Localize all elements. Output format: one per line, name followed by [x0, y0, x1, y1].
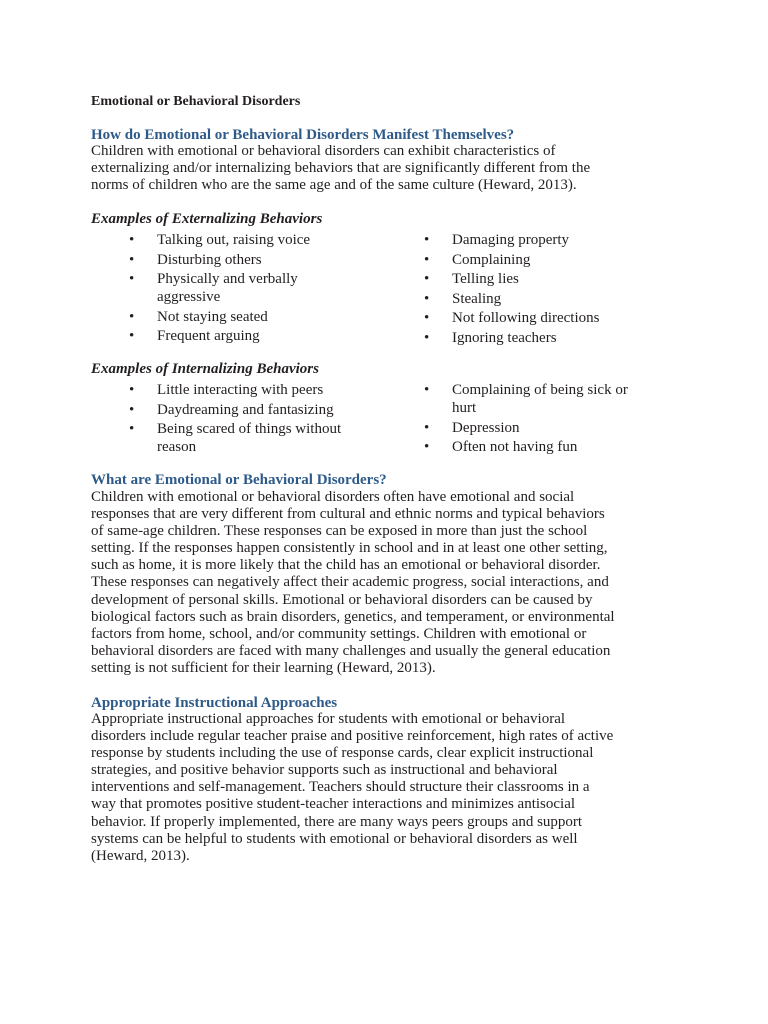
approaches-paragraph [91, 711, 691, 865]
paragraph-line: Children with emotional or behavioral disorders often have emotional and social [91, 489, 575, 505]
paragraph-line: externalizing and/or internalizing behaviors that are significantly different from the [91, 160, 591, 177]
list-item: • Disturbing others [129, 251, 347, 269]
list-item: • Complaining [424, 251, 652, 269]
paragraph-line: behavioral disorders are faced with many challenges and usually the general education [91, 642, 611, 659]
list-item: • Talking out, raising voice [129, 231, 347, 249]
list-item: • Frequent arguing [129, 327, 347, 345]
paragraph-line: factors from home, school, and/or community settings. Children with emotional or [91, 625, 587, 642]
list-item: • Telling lies [424, 270, 652, 288]
externalizing-list-right [424, 231, 652, 349]
paragraph-line: biological factors such as brain disorders, genetics, and temperament, or environmental [91, 608, 615, 625]
list-item: • Stealing [424, 290, 652, 308]
paragraph-line: response by students including the use of response cards, clear explicit instructional [91, 745, 594, 762]
paragraph-line: systems can be helpful to students with emotional or behavioral disorders as well [91, 830, 578, 847]
paragraph-line: such as home, it is more likely that the child has an emotional or behavioral disorder. [91, 557, 601, 574]
internalizing-subheading: Examples of Internalizing Behaviors [91, 361, 319, 377]
paragraph-line: These responses can negatively affect their academic progress, social interactions, and [91, 574, 609, 591]
list-item: • Damaging property [424, 231, 652, 249]
section-heading-approaches: Appropriate Instructional Approaches [91, 695, 338, 711]
list-item: • Little interacting with peers [129, 381, 347, 399]
list-item: • Ignoring teachers [424, 329, 652, 347]
list-item: • Not staying seated [129, 308, 347, 326]
section-heading-manifest: How do Emotional or Behavioral Disorders Manifest Themselves? [91, 127, 515, 143]
intro-paragraph [91, 143, 691, 194]
section-heading-what: What are Emotional or Behavioral Disorders? [91, 472, 387, 488]
externalizing-subheading: Examples of Externalizing Behaviors [91, 211, 323, 227]
list-item: • Not following directions [424, 309, 652, 327]
paragraph-line: way that promotes positive student-teacher interactions and minimizes antisocial [91, 796, 576, 813]
internalizing-list-right [424, 381, 652, 458]
list-item: • Complaining of being sick or hurt [424, 381, 652, 417]
list-item: • Daydreaming and fantasizing [129, 401, 347, 419]
paragraph-line: of same-age children. These responses can be exposed in more than just the school [91, 523, 588, 540]
what-paragraph [91, 489, 691, 677]
paragraph-line: interventions and self-management. Teachers should structure their classrooms in a [91, 779, 590, 796]
list-item: • Being scared of things without reason [129, 420, 347, 456]
paragraph-line: setting. If the responses happen consistently in school and in at least one other setting, [91, 540, 608, 557]
paragraph-line: development of personal skills. Emotional or behavioral disorders can be caused by [91, 591, 593, 608]
list-item: • Depression [424, 419, 652, 437]
list-item: • Physically and verbally aggressive [129, 270, 347, 306]
list-item: • Often not having fun [424, 438, 652, 456]
paragraph-line: behavior. If properly implemented, there are many ways peers groups and support [91, 813, 583, 830]
paragraph-line: disorders include regular teacher praise and positive reinforcement, high rates of active [91, 728, 614, 745]
paragraph-line: responses that are very different from cultural and ethnic norms and typical behaviors [91, 506, 605, 523]
paragraph-line: (Heward, 2013). [91, 847, 190, 864]
paragraph-line: strategies, and positive behavior supports such as instructional and behavioral [91, 762, 558, 779]
internalizing-list-left [129, 381, 347, 458]
paragraph-line: Children with emotional or behavioral disorders can exhibit characteristics of [91, 143, 556, 159]
paragraph-line: Appropriate instructional approaches for students with emotional or behavioral [91, 711, 566, 727]
externalizing-list-left [129, 231, 347, 347]
paragraph-line: norms of children who are the same age and of the same culture (Heward, 2013). [91, 177, 577, 194]
document-title: Emotional or Behavioral Disorders [91, 94, 301, 109]
paragraph-line: setting is not sufficient for their learning (Heward, 2013). [91, 659, 436, 676]
